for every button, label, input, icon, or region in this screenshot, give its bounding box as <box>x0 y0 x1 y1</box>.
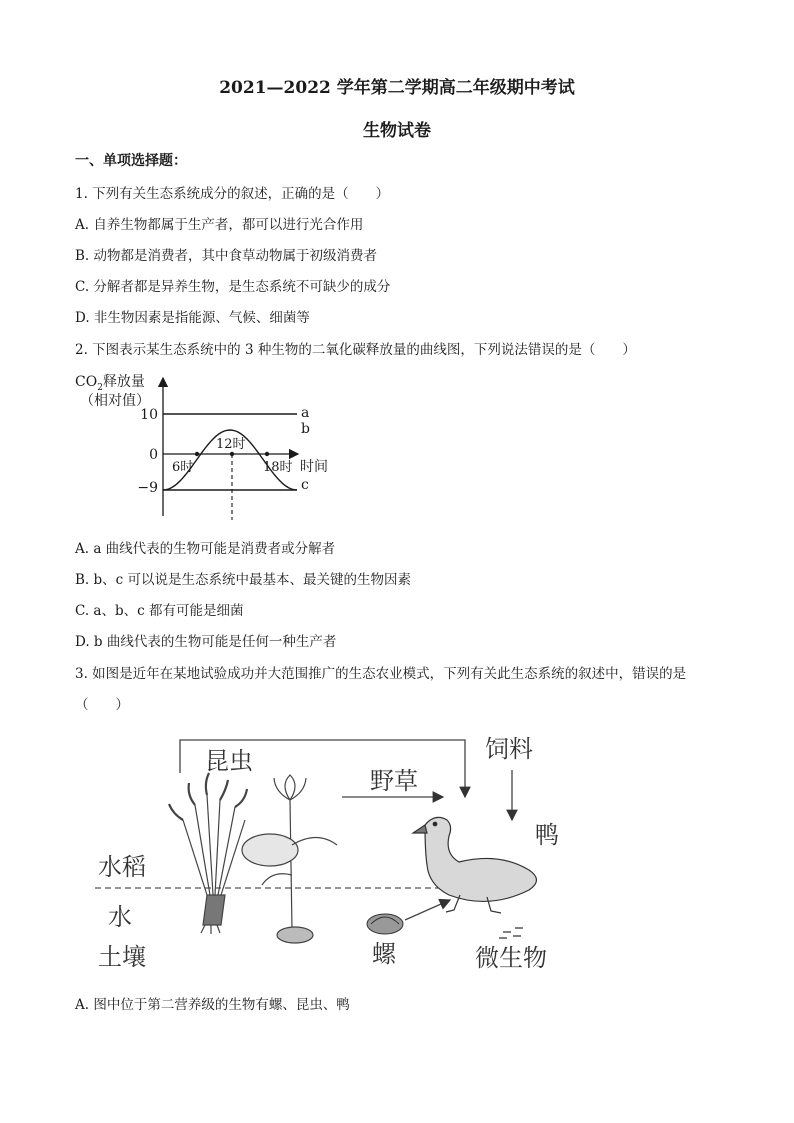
series-label-a: a <box>301 405 310 421</box>
label-microbe: 微生物 <box>475 944 547 972</box>
label-rice: 水稻 <box>98 853 146 881</box>
lotus-plant-illustration <box>242 775 337 943</box>
eco-farm-diagram <box>95 725 575 975</box>
x-axis-label: 时间 <box>300 459 328 475</box>
label-weeds: 野草 <box>370 767 418 795</box>
y-tick-0: 0 <box>149 447 158 463</box>
exam-subtitle: 生物试卷 <box>363 121 431 141</box>
snail-to-duck-arrow <box>405 900 450 920</box>
point-12h <box>230 452 234 456</box>
label-insect: 昆虫 <box>205 747 253 775</box>
q2-stem: 2. 下图表示某生态系统中的 3 种生物的二氧化碳释放量的曲线图，下列说法错误的是（ ） <box>75 342 636 358</box>
section-heading: 一、单项选择题： <box>75 153 187 169</box>
label-feed: 饲料 <box>485 735 533 763</box>
q3-option-a: A. 图中位于第二营养级的生物有螺、昆虫、鸭 <box>75 997 350 1013</box>
q3-paren: （ ） <box>75 697 129 713</box>
point-6h <box>195 452 199 456</box>
y-tick-minus9: −9 <box>137 480 158 496</box>
point-18h <box>265 452 269 456</box>
microbe-dots <box>499 928 523 938</box>
q2-option-d: D. b 曲线代表的生物可能是任何一种生产者 <box>75 634 337 650</box>
label-soil: 土壤 <box>98 943 146 971</box>
x-mark-18h: 18时 <box>263 460 293 475</box>
label-snail: 螺 <box>372 940 396 968</box>
exam-title: 2021—2022 学年第二学期高二年级期中考试 <box>219 78 575 98</box>
co2-release-chart <box>70 368 370 526</box>
q1-option-d: D. 非生物因素是指能源、气候、细菌等 <box>75 310 310 326</box>
label-water: 水 <box>108 903 132 931</box>
snail-illustration <box>367 914 403 934</box>
x-mark-6h: 6时 <box>172 460 194 475</box>
q1-option-c: C. 分解者都是异养生物，是生态系统不可缺少的成分 <box>75 279 391 295</box>
label-duck: 鸭 <box>535 821 559 849</box>
q1-option-a: A. 自养生物都属于生产者，都可以进行光合作用 <box>75 217 364 233</box>
y-axis-label: $CO_2$释放量 <box>75 374 145 393</box>
q2-option-b: B. b、c 可以说是生态系统中最基本、最关键的生物因素 <box>75 572 411 588</box>
y-axis-label-unit: （相对值） <box>80 393 150 409</box>
rice-plant-illustration <box>169 773 247 934</box>
q1-stem: 1. 下列有关生态系统成分的叙述，正确的是（ ） <box>75 186 390 202</box>
x-mark-12h: 12时 <box>216 437 246 452</box>
q1-option-b: B. 动物都是消费者，其中食草动物属于初级消费者 <box>75 248 378 264</box>
y-tick-10: 10 <box>140 407 158 423</box>
q3-stem: 3. 如图是近年在某地试验成功并大范围推广的生态农业模式，下列有关此生态系统的叙述中，错误的是 <box>75 666 687 682</box>
series-label-b: b <box>301 421 310 437</box>
duck-illustration <box>413 817 537 913</box>
q2-option-c: C. a、b、c 都有可能是细菌 <box>75 603 244 619</box>
q2-option-a: A. a 曲线代表的生物可能是消费者或分解者 <box>75 541 336 557</box>
series-label-c: c <box>301 477 309 493</box>
